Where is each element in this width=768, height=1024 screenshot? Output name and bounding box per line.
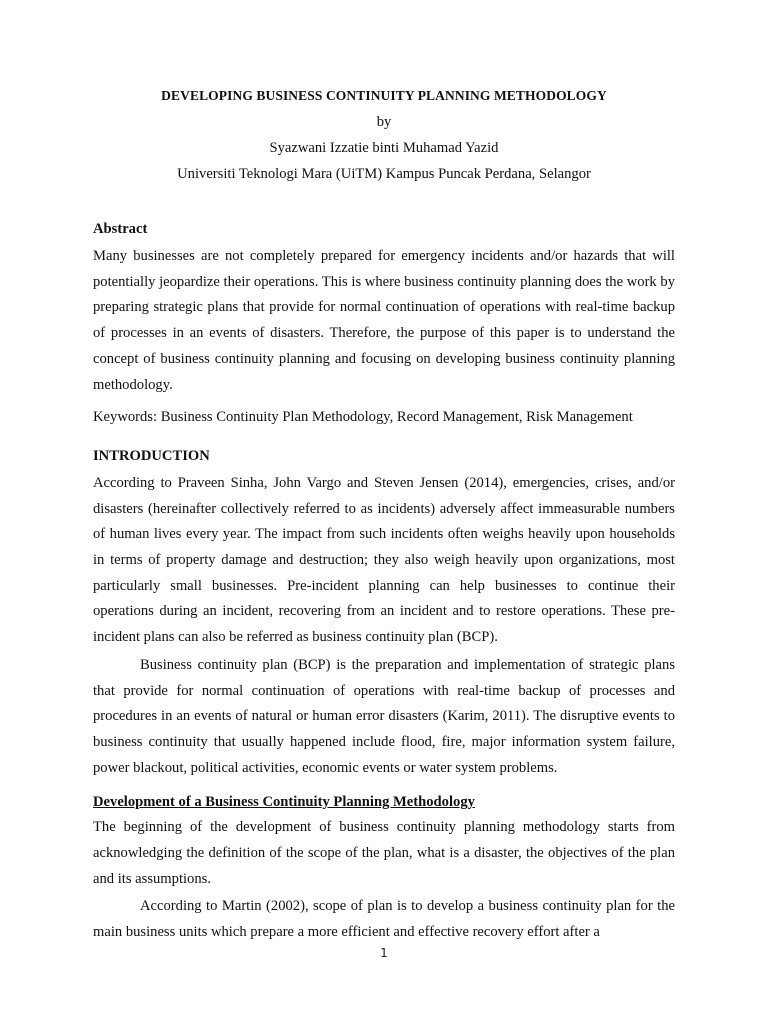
introduction-heading: INTRODUCTION bbox=[93, 447, 210, 464]
paper-title: DEVELOPING BUSINESS CONTINUITY PLANNING METHODOLOGY bbox=[161, 88, 607, 103]
by-line: by bbox=[376, 114, 392, 130]
abstract-body: Many businesses are not completely prepared for emergency incidents and/or hazards that will potentially jeopardize their operations. This is where business continuity planning does the work by preparing strategic plans that provide for normal continuation of operations with real-time backup of processes in an events of disasters. Therefore, the purpose of this paper is to understand the concept of business continuity planning and focusing on developing business continuity planning methodology. bbox=[93, 248, 675, 393]
abstract-heading: Abstract bbox=[93, 221, 148, 237]
development-paragraph-2: According to Martin (2002), scope of plan is to develop a business continuity plan for the main business units which prepare a more efficient and effective recovery effort after a bbox=[93, 898, 675, 941]
keywords: Keywords: Business Continuity Plan Methodology, Record Management, Risk Management bbox=[93, 409, 633, 426]
development-heading: Development of a Business Continuity Planning Methodology bbox=[93, 794, 475, 811]
development-paragraph-1: The beginning of the development of business continuity planning methodology starts from acknowledging the definition of the scope of the plan, what is a disaster, the objectives of the plan and its assumptions. bbox=[93, 819, 675, 887]
author-name: Syazwani Izzatie binti Muhamad Yazid bbox=[269, 140, 499, 156]
author-affiliation: Universiti Teknologi Mara (UiTM) Kampus Puncak Perdana, Selangor bbox=[177, 166, 591, 182]
introduction-paragraph-1: According to Praveen Sinha, John Vargo and Steven Jensen (2014), emergencies, crises, and/or disasters (hereinafter collectively referred to as incidents) adversely affect immeasurable numbers of human lives every year. The impact from such incidents often weighs heavily upon households in terms of property damage and destruction; they also weigh heavily upon organizations, most particularly small businesses. Pre-incident planning can help businesses to continue their operations during an incident, recovering from an incident and to restore operations. These pre-incident plans can also be referred as business continuity plan (BCP). bbox=[93, 474, 675, 646]
document-page bbox=[93, 84, 675, 946]
introduction-paragraph-2: Business continuity plan (BCP) is the preparation and implementation of strategic plans that provide for normal continuation of operations with real-time backup of processes and procedures in an events of natural or human error disasters (Karim, 2011). The disruptive events to business continuity that usually happened include flood, fire, major information system failure, power blackout, political activities, economic events or water system problems. bbox=[93, 656, 675, 776]
page-number: 1 bbox=[380, 946, 388, 960]
